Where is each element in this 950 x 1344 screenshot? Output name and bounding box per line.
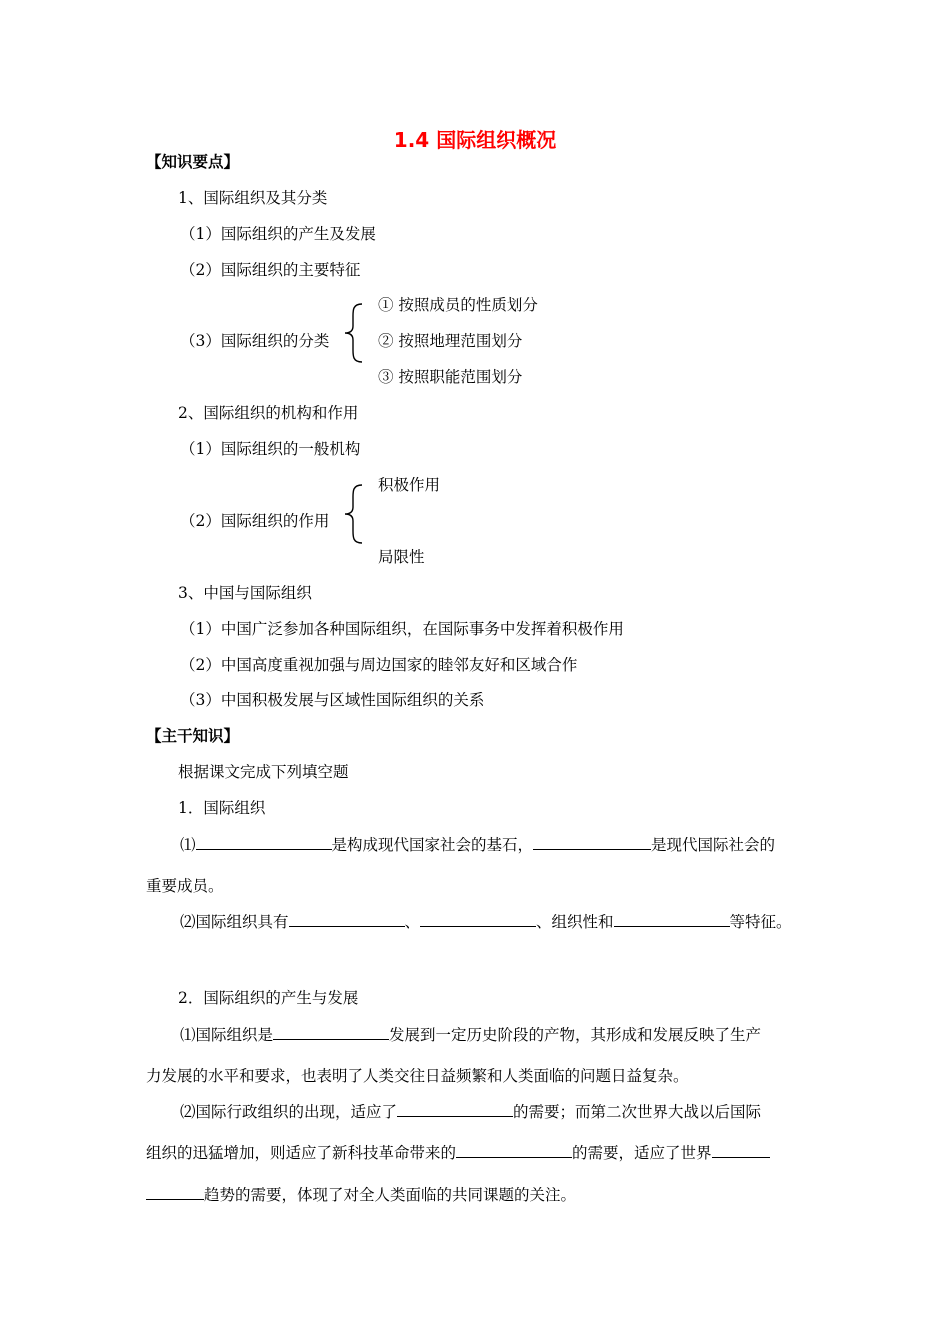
- point-1-1: （1）国际组织的产生及发展: [180, 225, 376, 243]
- blank-field[interactable]: [420, 911, 536, 927]
- blank-field[interactable]: [196, 834, 332, 850]
- question-2-a-line: [180, 1024, 761, 1045]
- classification-item: ① 按照成员的性质划分: [378, 296, 538, 314]
- left-brace: [340, 302, 366, 364]
- question-text: 发展到一定历史阶段的产物，其形成和发展反映了生产: [389, 1026, 762, 1044]
- point-1: 1、国际组织及其分类: [178, 189, 328, 207]
- question-text: 、: [404, 913, 421, 931]
- point-1-2: （2）国际组织的主要特征: [180, 261, 361, 279]
- question-2-a-line2: 力发展的水平和要求，也表明了人类交往日益频繁和人类面临的问题日益复杂。: [146, 1067, 689, 1085]
- section-heading-core-knowledge: 【主干知识】: [146, 726, 240, 745]
- question-1-a-line: [180, 834, 775, 855]
- point-3-1: （1）中国广泛参加各种国际组织，在国际事务中发挥着积极作用: [180, 620, 624, 638]
- question-text: ⑴国际组织是: [180, 1026, 274, 1044]
- classification-item: ② 按照地理范围划分: [378, 332, 523, 350]
- question-text: 、组织性和: [536, 913, 614, 931]
- blank-field[interactable]: [289, 911, 405, 927]
- question-text: 的需要，适应了世界: [572, 1144, 712, 1162]
- blank-field[interactable]: [273, 1024, 389, 1040]
- point-2: 2、国际组织的机构和作用: [178, 404, 359, 422]
- question-text: 是构成现代国家社会的基石，: [331, 836, 534, 854]
- question-text: 是现代国际社会的: [651, 836, 776, 854]
- blank-field[interactable]: [456, 1142, 572, 1158]
- question-text: 趋势的需要，体现了对全人类面临的共同课题的关注。: [204, 1186, 577, 1204]
- point-3: 3、中国与国际组织: [178, 584, 312, 602]
- question-2-b-line: [180, 1101, 761, 1122]
- point-3-2: （2）中国高度重视加强与周边国家的睦邻友好和区域合作: [180, 656, 578, 674]
- role-item: 积极作用: [378, 476, 441, 494]
- instruction-text: 根据课文完成下列填空题: [178, 763, 349, 781]
- blank-field[interactable]: [146, 1184, 204, 1200]
- point-2-2: （2）国际组织的作用: [180, 512, 330, 530]
- blank-field[interactable]: [712, 1142, 770, 1158]
- point-3-3: （3）中国积极发展与区域性国际组织的关系: [180, 691, 485, 709]
- blank-field[interactable]: [397, 1101, 513, 1117]
- classification-item: ③ 按照职能范围划分: [378, 368, 523, 386]
- question-1-title: 1．国际组织: [178, 799, 266, 817]
- point-1-3: （3）国际组织的分类: [180, 332, 330, 350]
- blank-field[interactable]: [614, 911, 730, 927]
- section-heading-knowledge-points: 【知识要点】: [146, 152, 240, 171]
- role-item: 局限性: [378, 548, 425, 566]
- question-2-b-line3: [146, 1184, 576, 1205]
- page-title: 1.4 国际组织概况: [393, 128, 557, 152]
- item-number: ⑴: [180, 836, 196, 854]
- question-1-a-line2: 重要成员。: [146, 877, 224, 895]
- question-2-title: 2．国际组织的产生与发展: [178, 989, 359, 1007]
- question-text: 组织的迅猛增加，则适应了新科技革命带来的: [146, 1144, 457, 1162]
- question-text: 等特征。: [729, 913, 792, 931]
- question-text: ⑵国际组织具有: [180, 913, 289, 931]
- question-2-b-line2: [146, 1142, 770, 1163]
- left-brace: [340, 483, 366, 545]
- question-text: 的需要；而第二次世界大战以后国际: [513, 1103, 762, 1121]
- question-text: ⑵国际行政组织的出现，适应了: [180, 1103, 398, 1121]
- question-1-b-line: [180, 911, 792, 932]
- point-2-1: （1）国际组织的一般机构: [180, 440, 361, 458]
- blank-field[interactable]: [533, 834, 651, 850]
